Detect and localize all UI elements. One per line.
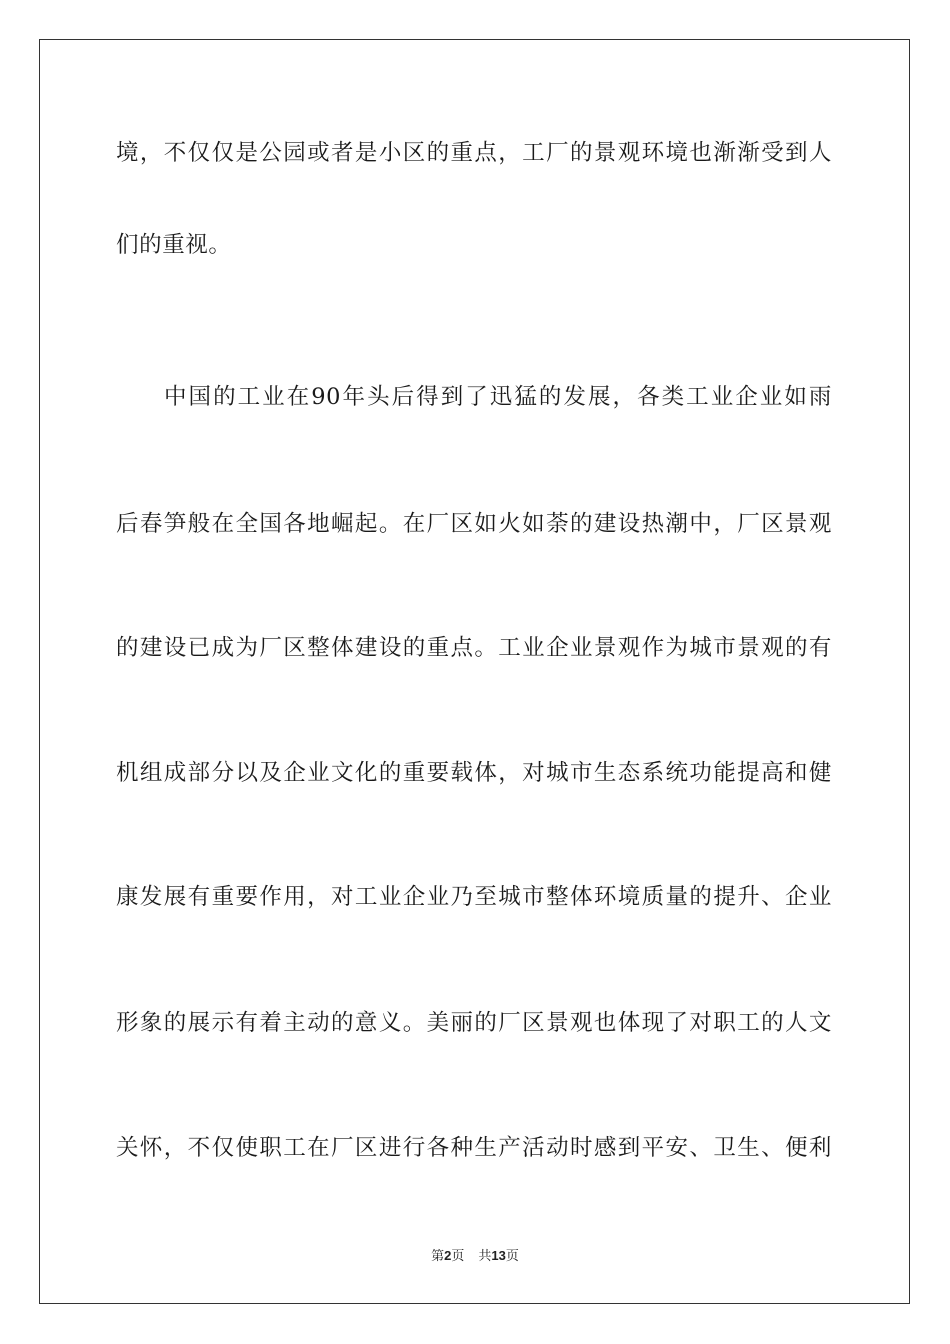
footer-page-prefix: 第 — [431, 1249, 445, 1264]
footer-page-suffix: 页 — [451, 1249, 465, 1264]
page-border — [39, 39, 910, 1304]
body-line-4: 后春笋般在全国各地崛起。在厂区如火如荼的建设热潮中，厂区景观 — [116, 511, 832, 537]
footer-total-prefix: 共 — [478, 1249, 492, 1264]
footer-total-suffix: 页 — [505, 1249, 519, 1264]
body-line-7: 康发展有重要作用，对工业企业乃至城市整体环境质量的提升、企业 — [116, 884, 832, 910]
footer-page-number: 2 — [444, 1248, 452, 1263]
page-footer — [0, 1247, 950, 1266]
footer-total-pages: 13 — [491, 1248, 506, 1263]
body-line-5: 的建设已成为厂区整体建设的重点。工业企业景观作为城市景观的有 — [116, 635, 832, 661]
body-line-1: 境，不仅仅是公园或者是小区的重点，工厂的景观环境也渐渐受到人 — [116, 140, 832, 166]
body-line-3: 中国的工业在90年头后得到了迅猛的发展，各类工业企业如雨 — [164, 384, 832, 410]
body-line-9: 关怀，不仅使职工在厂区进行各种生产活动时感到平安、卫生、便利 — [116, 1135, 832, 1161]
body-line-2: 们的重视。 — [116, 232, 232, 258]
body-line-6: 机组成部分以及企业文化的重要载体，对城市生态系统功能提高和健 — [116, 760, 832, 786]
body-line-8: 形象的展示有着主动的意义。美丽的厂区景观也体现了对职工的人文 — [116, 1010, 832, 1036]
